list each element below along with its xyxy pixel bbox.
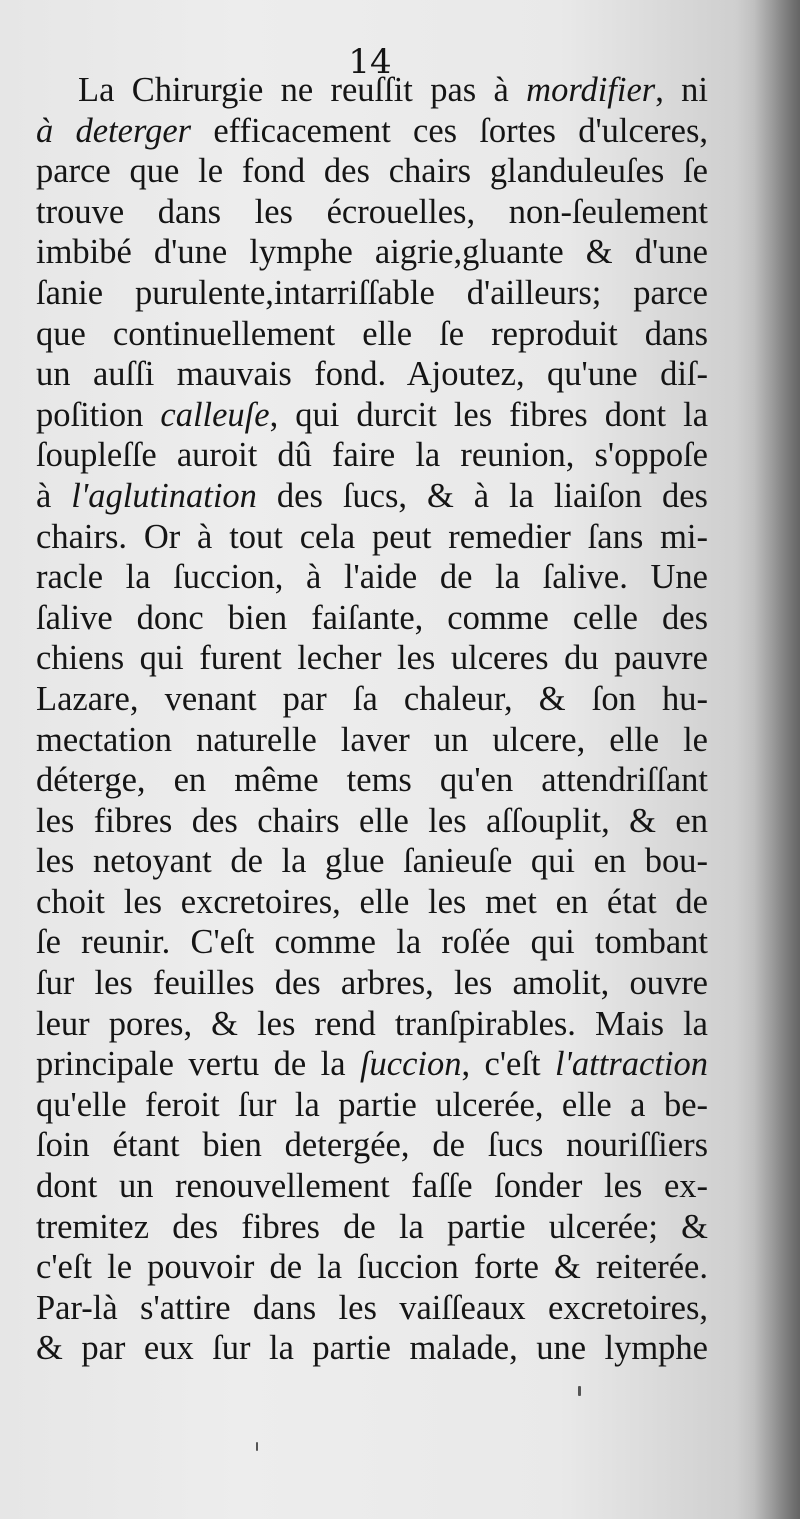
text-line (36, 922, 708, 963)
text-run: calleuſe (160, 395, 270, 434)
page-number: 14 (348, 42, 392, 82)
text-line (36, 1004, 708, 1045)
text-run: que continuellement elle ſe reproduit dans (36, 314, 708, 353)
ink-speck (578, 1386, 581, 1396)
text-run: des ſucs, & à la liaiſon des (256, 476, 708, 515)
text-line (36, 882, 708, 923)
text-run: imbibé d'une lymphe aigrie,gluante & d'une (36, 233, 708, 272)
text-run: ſoupleſſe auroit dû faire la reunion, s'oppoſe (36, 436, 708, 475)
text-run: qu'elle feroit ſur la partie ulcerée, elle a be- (36, 1085, 708, 1124)
text-line (36, 679, 708, 720)
body-text (36, 70, 708, 1369)
text-line (36, 1044, 708, 1085)
text-run: à (36, 476, 72, 515)
text-run: l'aglutination (71, 476, 257, 515)
text-line (36, 1288, 708, 1329)
text-run: principale vertu de la (36, 1045, 360, 1084)
text-run: ſanie purulente,intarriſſable d'ailleurs; parce (36, 273, 708, 312)
text-run: efficacement ces ſortes d'ulceres, (191, 111, 708, 150)
text-run: , qui durcit les fibres dont la (269, 395, 709, 434)
text-run: l'attraction (554, 1045, 708, 1084)
text-line (36, 557, 708, 598)
text-line (36, 841, 708, 882)
text-line (36, 354, 708, 395)
text-line (36, 1125, 708, 1166)
text-run: racle la ſuccion, à l'aide de la ſalive. Une (36, 558, 708, 597)
text-run: , c'eſt (461, 1045, 555, 1084)
text-run: les netoyant de la glue ſanieuſe qui en bou- (36, 842, 708, 881)
text-line (36, 476, 708, 517)
text-line (36, 1085, 708, 1126)
text-line (36, 111, 708, 152)
text-run: déterge, en même tems qu'en attendriſſant (36, 761, 708, 800)
text-line (36, 963, 708, 1004)
text-line (36, 1166, 708, 1207)
text-run: ſur les feuilles des arbres, les amolit, ouvre (36, 964, 708, 1003)
text-line (36, 801, 708, 842)
text-run: Par-là s'attire dans les vaiſſeaux excretoires, (36, 1288, 708, 1327)
text-run: & par eux ſur la partie malade, une lymphe (36, 1329, 708, 1368)
text-run: parce que le fond des chairs glanduleuſes ſe (36, 152, 708, 191)
text-run: c'eſt le pouvoir de la ſuccion forte & reiterée. (36, 1248, 708, 1287)
text-run: chiens qui furent lecher les ulceres du pauvre (36, 639, 708, 678)
text-run: un auſſi mauvais fond. Ajoutez, qu'une diſ- (36, 355, 708, 394)
text-run: choit les excretoires, elle les met en état de (36, 882, 708, 921)
text-run: trouve dans les écrouelles, non-ſeulement (36, 192, 708, 231)
text-run: mordifier (526, 71, 656, 109)
text-run: ſoin étant bien detergée, de ſucs nouriſſiers (36, 1126, 708, 1165)
binding-shadow (754, 0, 800, 1519)
text-line (36, 435, 708, 476)
text-line (36, 1247, 708, 1288)
text-line (36, 598, 708, 639)
text-run: poſition (36, 395, 161, 434)
text-line (36, 70, 708, 111)
text-line (36, 314, 708, 355)
text-run: dont un renouvellement faſſe ſonder les ex- (36, 1167, 708, 1206)
text-run: ſe reunir. C'eſt comme la roſée qui tombant (36, 923, 708, 962)
text-run: leur pores, & les rend tranſpirables. Mais la (36, 1004, 708, 1043)
text-line (36, 232, 708, 273)
text-run: Lazare, venant par ſa chaleur, & ſon hu- (36, 679, 708, 718)
text-line (36, 192, 708, 233)
text-line (36, 517, 708, 558)
text-line (36, 760, 708, 801)
text-line (36, 1328, 708, 1369)
text-line (36, 720, 708, 761)
text-line (36, 273, 708, 314)
text-run: tremitez des fibres de la partie ulcerée; & (36, 1207, 708, 1246)
text-run: La Chirurgie ne reuſſit pas à (78, 71, 527, 109)
text-run: ſalive donc bien faiſante, comme celle des (36, 598, 708, 637)
text-run: à deterger (36, 111, 192, 150)
text-run: les fibres des chairs elle les aſſouplit, & en (36, 801, 708, 840)
text-run: , ni (655, 71, 708, 109)
text-line (36, 151, 708, 192)
text-line (36, 1207, 708, 1248)
ink-speck (256, 1442, 258, 1451)
text-run: ſuccion (359, 1045, 462, 1084)
text-line (36, 638, 708, 679)
text-line (36, 395, 708, 436)
text-run: chairs. Or à tout cela peut remedier ſans mi- (36, 517, 708, 556)
text-run: mectation naturelle laver un ulcere, elle le (36, 720, 708, 759)
